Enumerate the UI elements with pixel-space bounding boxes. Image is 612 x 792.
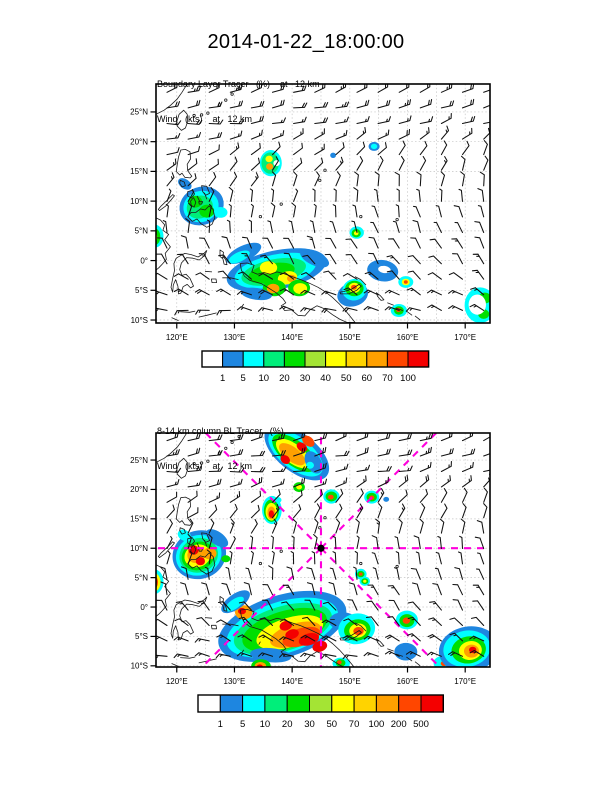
colorbar-tick-label: 100 xyxy=(400,373,416,384)
colorbar-cell xyxy=(387,351,408,367)
lat-tick-label: 20°N xyxy=(130,485,148,495)
lon-tick-label: 120°E xyxy=(165,677,188,686)
panel-bottom-subtitle xyxy=(157,403,284,495)
colorbar-tick-label: 1 xyxy=(219,373,226,384)
lon-tick-label: 120°E xyxy=(165,333,188,342)
lat-tick-label: 10°S xyxy=(130,315,148,325)
colorbar-tick-label: 10 xyxy=(258,373,270,384)
lon-tick-label: 130°E xyxy=(223,677,246,686)
colorbar-cell xyxy=(326,351,347,367)
lat-tick-label: 10°N xyxy=(130,196,148,206)
lat-tick-label: 25°N xyxy=(130,455,148,465)
colorbar-cell xyxy=(198,695,220,712)
colorbar-cell xyxy=(243,351,264,367)
colorbar-tick-label: 1 xyxy=(217,719,223,730)
colorbar-tick-label: 30 xyxy=(299,373,311,384)
colorbar-cell xyxy=(367,351,388,367)
colorbar-tick-label: 40 xyxy=(320,373,331,384)
colorbar-cell xyxy=(354,695,376,712)
lon-tick-label: 140°E xyxy=(281,333,304,342)
lat-tick-label: 20°N xyxy=(130,137,148,147)
lon-tick-label: 170°E xyxy=(454,333,477,342)
lat-tick-label: 5°N xyxy=(134,226,148,236)
colorbar-tick-label: 20 xyxy=(279,373,290,384)
lon-tick-label: 140°E xyxy=(281,677,304,686)
colorbar-tick-label: 50 xyxy=(340,373,352,384)
lon-tick-label: 150°E xyxy=(338,333,361,342)
colorbar-tick-label: 50 xyxy=(326,719,338,730)
tracer-label: 8-14 km column BL Tracer (%) xyxy=(157,426,284,436)
lat-tick-label: 5°S xyxy=(135,632,148,642)
tracer-label: Boundary Layer Tracer (%) at 12 km xyxy=(157,79,320,89)
lat-tick-label: 0° xyxy=(140,602,148,612)
colorbar-tick-label: 5 xyxy=(240,373,246,384)
panel-top-subtitle xyxy=(157,56,320,148)
colorbar-cell xyxy=(223,351,244,367)
colorbar-tick-label: 30 xyxy=(304,719,315,730)
colorbar-cell xyxy=(305,351,326,367)
wind-label: Wind (kts) at 12 km xyxy=(157,460,253,471)
colorbar-tick-label: 60 xyxy=(361,373,373,384)
colorbar-cell xyxy=(346,351,367,367)
lon-tick-label: 160°E xyxy=(396,333,419,342)
colorbar-cell xyxy=(265,695,287,712)
colorbar-cell xyxy=(376,695,398,712)
colorbar-tick-label: 10 xyxy=(259,719,271,730)
figure-title: 2014-01-22_18:00:00 xyxy=(207,31,405,53)
colorbar-cell xyxy=(220,695,242,712)
top-tracer-field xyxy=(147,142,496,323)
lat-tick-label: 5°S xyxy=(135,286,148,296)
bottom-lat-axis xyxy=(130,456,156,671)
colorbar-cell xyxy=(287,695,309,712)
colorbar-cell xyxy=(332,695,354,712)
colorbar-tick-label: 200 xyxy=(390,719,407,730)
lon-tick-label: 150°E xyxy=(338,677,361,686)
colorbar-cell xyxy=(202,351,223,367)
storm-center-dot xyxy=(317,545,324,552)
wind-label: Wind (kts) at 12 km xyxy=(157,113,253,124)
lat-tick-label: 10°N xyxy=(130,544,148,554)
colorbar-tick-label: 70 xyxy=(348,719,360,730)
colorbar-tick-label: 5 xyxy=(239,719,246,730)
colorbar-cell xyxy=(284,351,305,367)
colorbar-cell xyxy=(399,695,421,712)
top-lat-axis xyxy=(130,108,156,325)
lat-tick-label: 0° xyxy=(140,256,148,266)
colorbar-tick-label: 500 xyxy=(413,719,429,730)
lon-tick-label: 130°E xyxy=(223,333,246,342)
colorbar-tick-label: 20 xyxy=(281,719,293,730)
top-lon-axis xyxy=(166,323,476,342)
lon-tick-label: 170°E xyxy=(454,677,477,686)
colorbar-cell xyxy=(310,695,332,712)
bottom-lon-axis xyxy=(166,667,476,686)
bottom-colorbar xyxy=(198,695,443,730)
colorbar-tick-label: 70 xyxy=(382,373,393,384)
lat-tick-label: 5°N xyxy=(134,573,148,583)
colorbar-cell xyxy=(243,695,265,712)
colorbar-tick-label: 100 xyxy=(368,719,385,730)
lat-tick-label: 25°N xyxy=(130,107,148,117)
colorbar-cell xyxy=(264,351,285,367)
lat-tick-label: 15°N xyxy=(130,514,148,524)
lat-tick-label: 10°S xyxy=(130,661,148,671)
top-colorbar xyxy=(202,351,429,384)
lon-tick-label: 160°E xyxy=(396,677,419,686)
colorbar-cell xyxy=(408,351,429,367)
lat-tick-label: 15°N xyxy=(130,167,148,177)
colorbar-cell xyxy=(421,695,443,712)
